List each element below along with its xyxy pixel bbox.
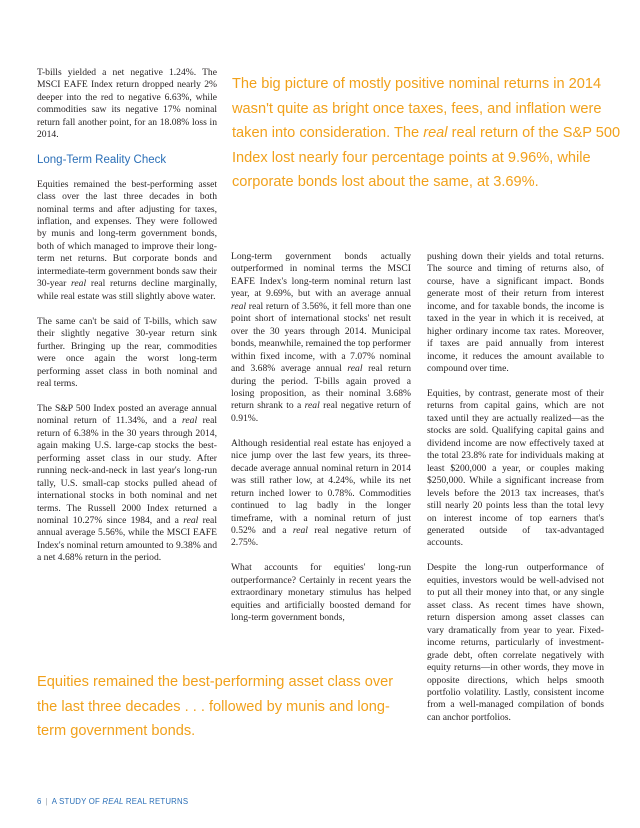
column-middle xyxy=(231,251,411,625)
paragraph: What accounts for equities' long-run outperformance? Certainly in recent years the extraordinary monetary stimulus has helped equities and artificially boosted demand for long-term government bonds, xyxy=(231,562,411,624)
pull-quote-top: The big picture of mostly positive nominal returns in 2014 wasn't quite as bright once taxes, fees, and inflation were taken into consideration. The real real return of the S&P 500 Index lost nearly four percentage points at 9.96%, while corporate bonds lost about the same, at 3.69%. xyxy=(232,76,621,191)
paragraph: The S&P 500 Index posted an average annual nominal return of 11.34%, and a real real return of 6.38% in the 30 years through 2014, again making U.S. large-cap stocks the best-performing asset class in our study. After running neck-and-neck in last year's long-run tally, U.S. small-cap stocks pulled ahead of international stocks in both nominal and net terms. The Russell 2000 Index returned a nominal 10.27% since 1984, and a real real annual average 5.56%, while the MSCI EAFE Index's nominal return amounted to 9.38% and a net 4.68% return in the period. xyxy=(37,402,217,564)
pull-quote-bottom: Equities remained the best-performing asset class over the last three decades . . . followed by munis and long-term government bonds. xyxy=(37,674,394,740)
footer-separator: | xyxy=(45,797,48,806)
paragraph: Equities remained the best-performing asset class over the last three decades in both nominal terms and after adjusting for taxes, inflation, and expenses. They were followed by munis and long-term government bonds, both of which managed to improve their long-term net returns. But corporate bonds and intermediate-term government bonds saw their 30-year real real returns decline marginally, while real estate was still slightly above water. xyxy=(37,178,217,302)
column-left xyxy=(37,67,217,565)
paragraph: Long-term government bonds actually outperformed in nominal terms the MSCI EAFE Index's long-term nominal return last year, at 9.69%, but with an average annual real real return of 3.56%, it fell more than one point short of international stocks' net result over the 30 years through 2014. Municipal bonds, meanwhile, remained the top performer within fixed income, with a 7.07% nominal and 3.68% average annual real real return during the period. T-bills again proved a losing proposition, as their nominal 3.68% return shrank to a real real negative return of 0.91%. xyxy=(231,251,411,424)
page-number: 6 xyxy=(37,797,42,806)
paragraph: Despite the long-run outperformance of equities, investors would be well-advised not to put all their money into that, or any single asset class. As recent times have shown, return dispersion among asset classes can vary dramatically from year to year. Fixed-income returns, particularly of investment-grade debt, often correlate negatively with equity returns—in other words, they move in opposite directions, which helps smooth portfolio volatility. Lastly, consistent income from a well-managed compilation of bonds can anchor portfolios. xyxy=(427,562,604,723)
page-footer xyxy=(37,797,188,806)
footer-title: A STUDY OF REAL REAL RETURNS xyxy=(51,797,189,806)
column-right xyxy=(427,251,604,724)
paragraph: The same can't be said of T-bills, which saw their slightly negative 30-year return sink further. Bringing up the rear, commodities were once again the worst long-term performing asset class in both nominal and real terms. xyxy=(37,315,217,389)
paragraph: pushing down their yields and total returns. The source and timing of returns also, of course, have a significant impact. Bonds generate most of their return from interest income, and for taxable bonds, the income is taxed in the year in which it is received, at higher ordinary income tax rates. Moreover, if taxes are paid annually from interest income, it reduces the amount available to compound over time. xyxy=(427,251,604,375)
paragraph: Equities, by contrast, generate most of their returns from capital gains, which are not taxed until they are actually realized—as the stocks are sold. Qualifying capital gains and dividend income are now effectively taxed at the total 23.8% rate for individuals making at least $200,000 a year, or couples making $250,000. While a significant increase from levels before the 2013 tax increases, that's still nearly 20 points less than the total levy on interest income of top earners that's generated outside of tax-advantaged accounts. xyxy=(427,388,604,549)
paragraph: T-bills yielded a net negative 1.24%. The MSCI EAFE Index return dropped nearly 2% deeper into the red to negative 6.63%, while commodities saw its negative 17% nominal return fall another point, for an 18.08% loss in 2014. xyxy=(37,67,217,141)
paragraph: Although residential real estate has enjoyed a nice jump over the last few years, its three-decade average annual nominal return in 2014 was still rather low, at 4.24%, while its net return inched lower to 0.78%. Commodities continued to lag badly in the longer timeframe, with a nominal return of just 0.52% and a real real negative return of 2.75%. xyxy=(231,437,411,549)
section-heading: Long-Term Reality Check xyxy=(37,154,167,167)
